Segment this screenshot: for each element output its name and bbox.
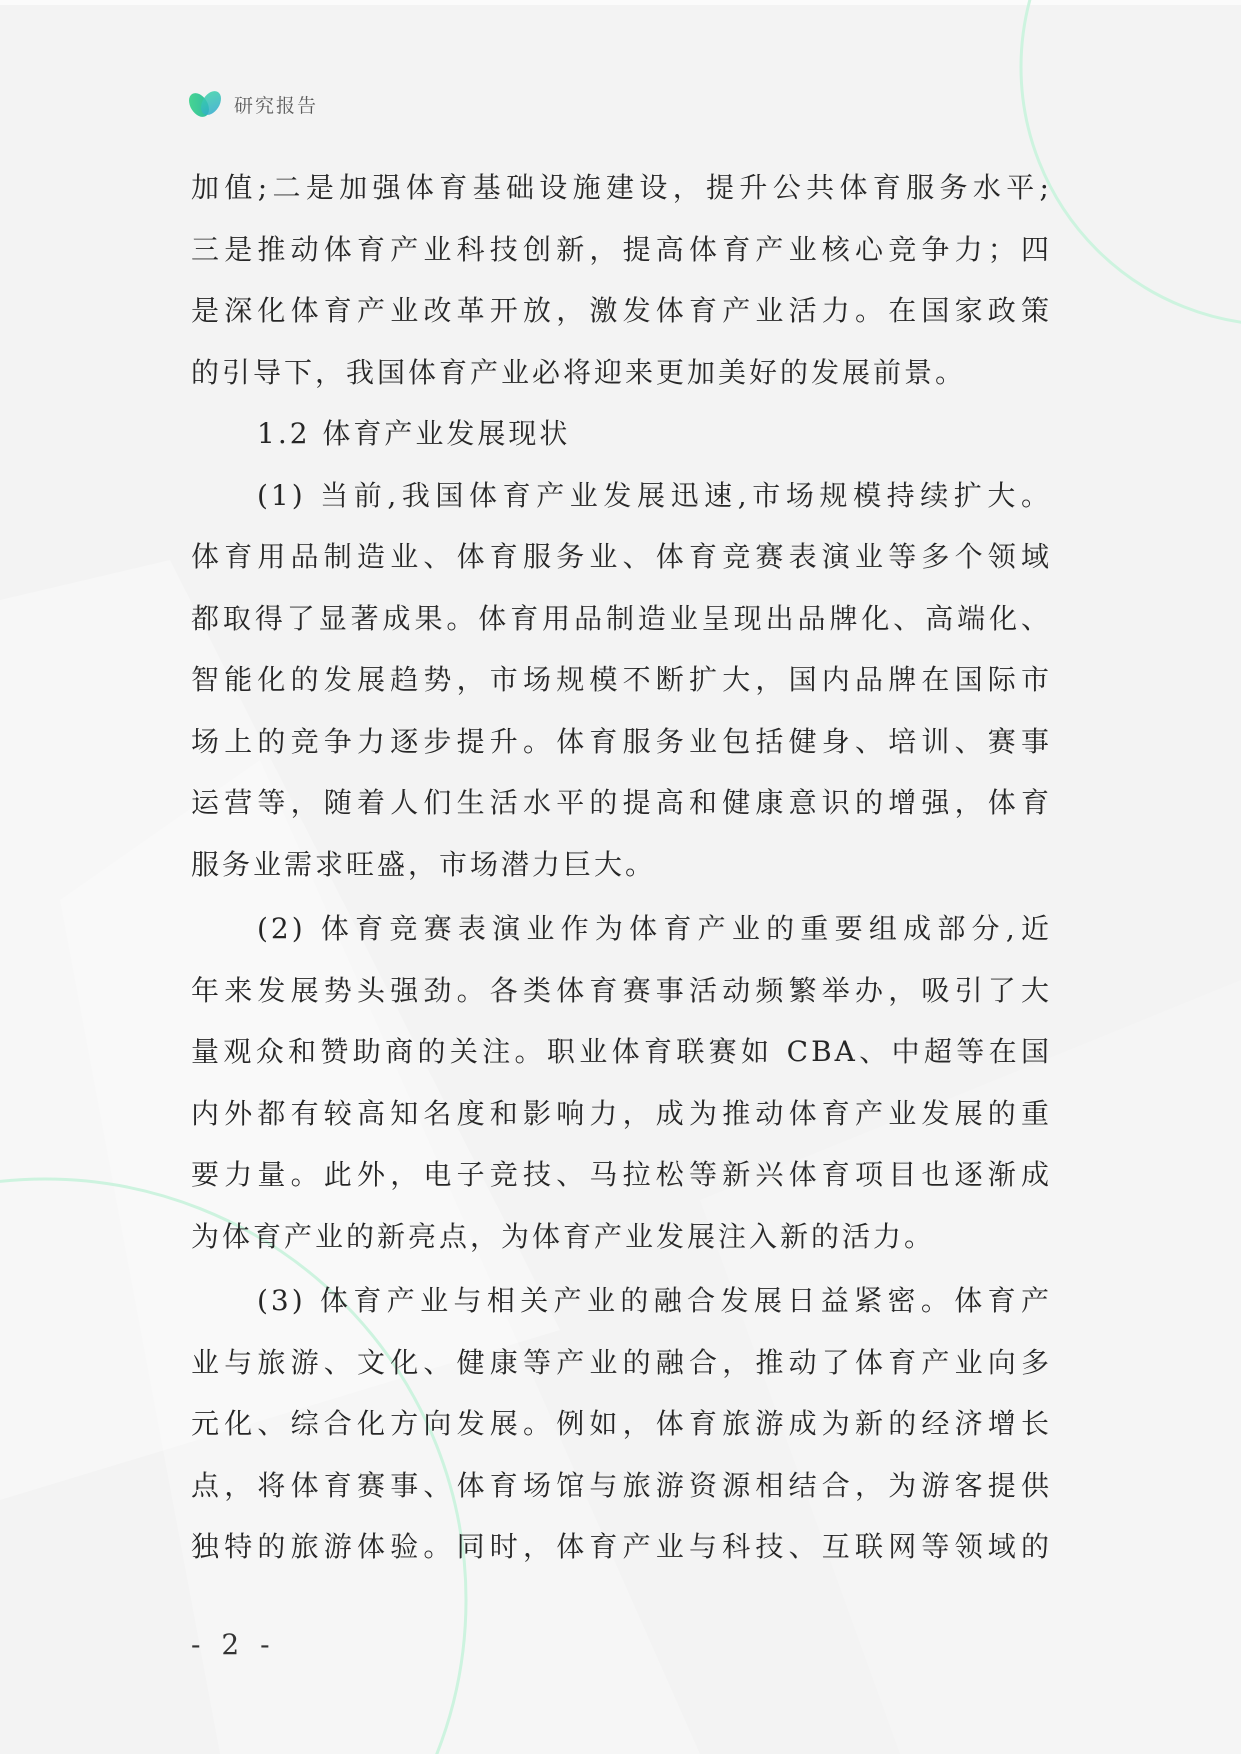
text-line: 为体育产业的新亮点，为体育产业发展注入新的活力。 (191, 1219, 936, 1253)
text-line: 元化、综合化方向发展。例如，体育旅游成为新的经济增长 (191, 1407, 1052, 1440)
header-title: 研究报告 (234, 94, 319, 117)
text-line: (2) 体育竞赛表演业作为体育产业的重要组成部分,近 (257, 912, 1052, 945)
text-line: (1) 当前,我国体育产业发展迅速,市场规模持续扩大。 (257, 478, 1052, 512)
document-body (191, 157, 1052, 1578)
intro-paragraph (191, 157, 1052, 403)
report-header (187, 88, 318, 120)
text-line: 三是推动体育产业科技创新，提高体育产业核心竞争力；四 (191, 232, 1052, 266)
text-line: (3) 体育产业与相关产业的融合发展日益紧密。体育产 (257, 1284, 1052, 1317)
text-line: 体育用品制造业、体育服务业、体育竞赛表演业等多个领域 (191, 540, 1052, 573)
paragraph-3 (191, 1270, 1052, 1578)
text-line: 是深化体育产业改革开放，激发体育产业活力。在国家政策 (191, 294, 1052, 327)
text-line: 都取得了显著成果。体育用品制造业呈现出品牌化、高端化、 (191, 601, 1052, 635)
text-line: 要力量。此外，电子竞技、马拉松等新兴体育项目也逐渐成 (191, 1158, 1052, 1191)
paragraph-1 (191, 465, 1052, 896)
page-number: - 2 - (191, 1628, 276, 1661)
text-line: 点，将体育赛事、体育场馆与旅游资源相结合，为游客提供 (191, 1468, 1052, 1502)
text-line: 服务业需求旺盛，市场潜力巨大。 (191, 847, 657, 881)
text-line: 量观众和赞助商的关注。职业体育联赛如 CBA、中超等在国 (191, 1035, 1052, 1068)
text-line: 业与旅游、文化、健康等产业的融合，推动了体育产业向多 (191, 1345, 1052, 1379)
section-heading: 1.2 体育产业发展现状 (257, 417, 571, 450)
text-line: 场上的竞争力逐步提升。体育服务业包括健身、培训、赛事 (191, 724, 1052, 758)
paragraph-2 (191, 898, 1052, 1267)
text-line: 运营等，随着人们生活水平的提高和健康意识的增强，体育 (191, 786, 1052, 819)
text-line: 智能化的发展趋势，市场规模不断扩大，国内品牌在国际市 (191, 663, 1052, 696)
leaf-logo-icon (187, 88, 223, 120)
text-line: 年来发展势头强劲。各类体育赛事活动频繁举办，吸引了大 (191, 973, 1052, 1007)
text-line: 内外都有较高知名度和影响力，成为推动体育产业发展的重 (191, 1096, 1052, 1130)
text-line: 独特的旅游体验。同时，体育产业与科技、互联网等领域的 (191, 1530, 1052, 1563)
text-line: 加值;二是加强体育基础设施建设，提升公共体育服务水平; (191, 171, 1052, 204)
text-line: 的引导下，我国体育产业必将迎来更加美好的发展前景。 (191, 355, 967, 389)
